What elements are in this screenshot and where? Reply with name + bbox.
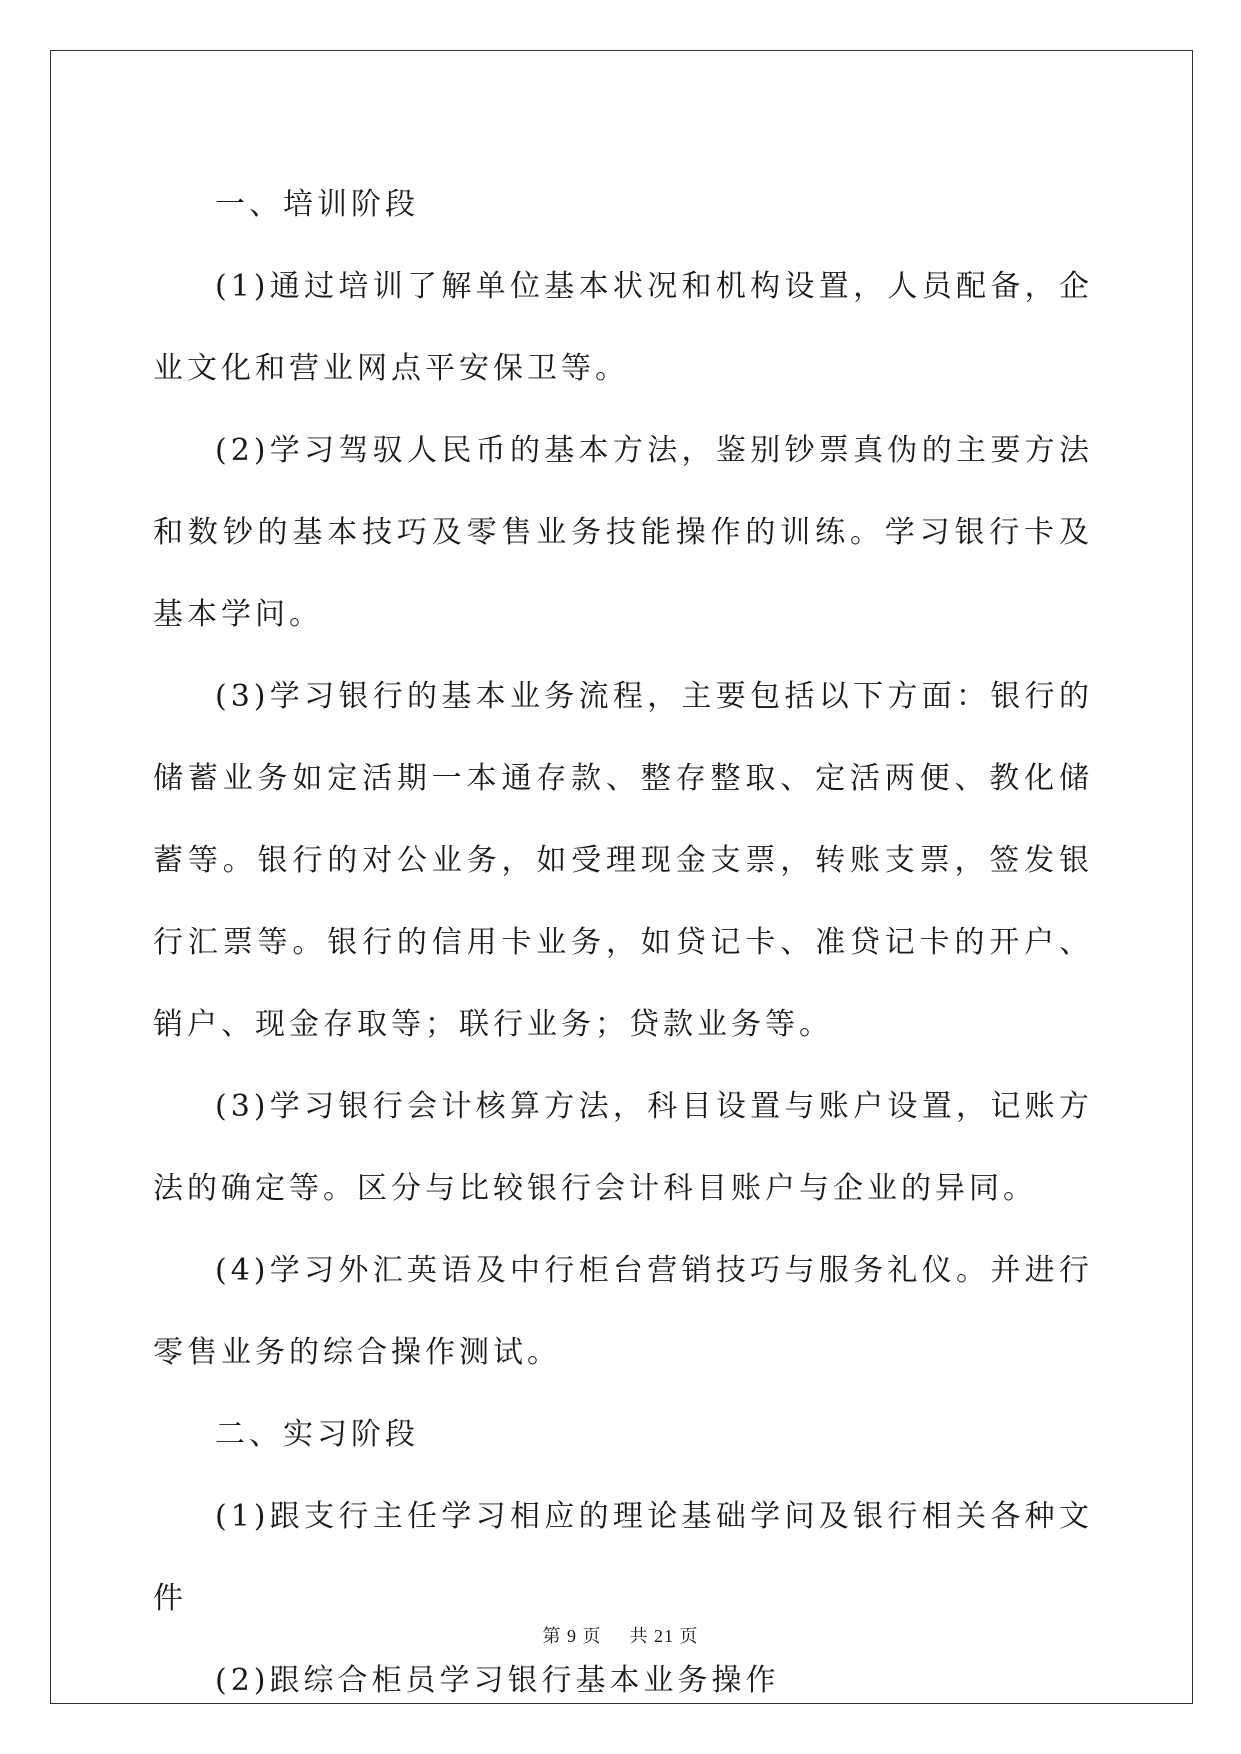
- paragraph-training-item-2: (2)学习驾驭人民币的基本方法，鉴别钞票真伪的主要方法和数钞的基本技巧及零售业务技能操作的训练。学习银行卡及基本学问。: [153, 433, 1093, 632]
- section-heading-training: 一、培训阶段: [215, 187, 419, 222]
- page-footer: [0, 1622, 1241, 1648]
- section-heading-internship: 二、实习阶段: [215, 1417, 419, 1452]
- paragraph-training-item-3b: (3)学习银行会计核算方法，科目设置与账户设置，记账方法的确定等。区分与比较银行会计科目账户与企业的异同。: [153, 1089, 1093, 1206]
- paragraph-training-item-4: (4)学习外汇英语及中行柜台营销技巧与服务礼仪。并进行零售业务的综合操作测试。: [153, 1253, 1093, 1370]
- paragraph-internship-item-1: (1)跟支行主任学习相应的理论基础学问及银行相关各种文件: [153, 1499, 1093, 1616]
- document-body: [153, 164, 1093, 1722]
- paragraph-training-item-3a: (3)学习银行的基本业务流程，主要包括以下方面：银行的储蓄业务如定活期一本通存款、整存整取、定活两便、教化储蓄等。银行的对公业务，如受理现金支票，转账支票，签发银行汇票等。银行的信用卡业务，如贷记卡、准贷记卡的开户、销户、现金存取等；联行业务；贷款业务等。: [153, 679, 1093, 1042]
- paragraph-training-item-1: (1)通过培训了解单位基本状况和机构设置，人员配备，企业文化和营业网点平安保卫等。: [153, 269, 1093, 386]
- total-page-count: 共 21 页: [629, 1626, 699, 1646]
- current-page-number: 第 9 页: [542, 1626, 602, 1646]
- paragraph-internship-item-2: (2)跟综合柜员学习银行基本业务操作: [215, 1663, 780, 1698]
